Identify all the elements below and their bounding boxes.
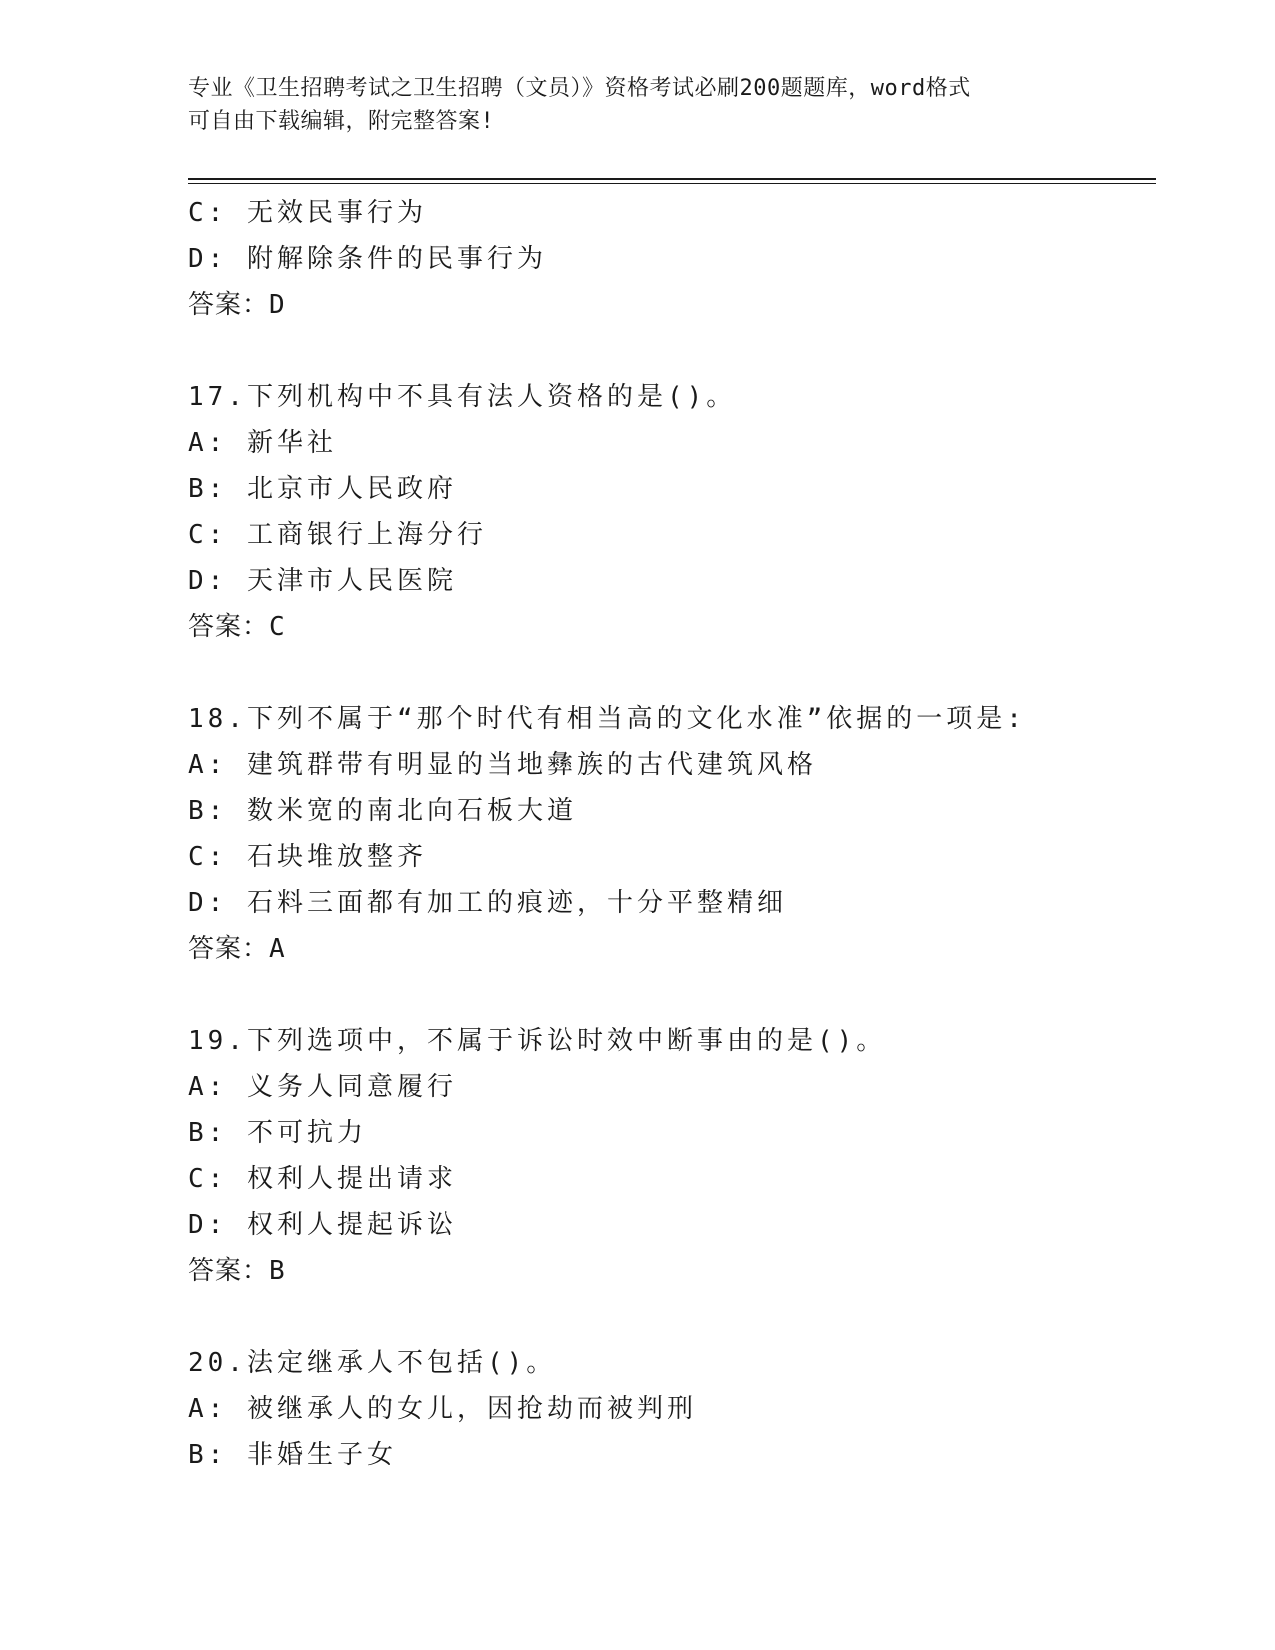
question-stem: 18.下列不属于“那个时代有相当高的文化水准”依据的一项是:: [188, 704, 1026, 734]
spacer: [188, 972, 1156, 1018]
answer-label: 答案：: [188, 290, 270, 320]
answer-line: [188, 282, 1156, 328]
option-b: B: 北京市人民政府: [188, 474, 457, 504]
option-c: C: 无效民事行为: [188, 198, 427, 228]
spacer: [188, 650, 1156, 696]
question-18: [188, 696, 1156, 972]
answer-label: 答案：: [188, 612, 270, 642]
page-header: [188, 72, 1088, 138]
option-c: C: 权利人提出请求: [188, 1164, 457, 1194]
answer-value: C: [269, 612, 286, 642]
answer-line: [188, 604, 1156, 650]
answer-label: 答案：: [188, 934, 270, 964]
option-d: D: 天津市人民医院: [188, 566, 457, 596]
option-d: D: 附解除条件的民事行为: [188, 244, 547, 274]
header-title-line-1: 专业《卫生招聘考试之卫生招聘（文员）》资格考试必刷200题题库，word格式: [188, 76, 971, 101]
option-a: A: 建筑群带有明显的当地彝族的古代建筑风格: [188, 750, 817, 780]
answer-value: B: [269, 1256, 286, 1286]
question-17: [188, 374, 1156, 650]
option-c: C: 工商银行上海分行: [188, 520, 487, 550]
option-d: D: 石料三面都有加工的痕迹，十分平整精细: [188, 888, 787, 918]
header-divider-thin: [188, 183, 1156, 184]
option-b: B: 数米宽的南北向石板大道: [188, 796, 577, 826]
question-stem: 17.下列机构中不具有法人资格的是()。: [188, 382, 737, 412]
option-b: B: 非婚生子女: [188, 1440, 397, 1470]
option-b: B: 不可抗力: [188, 1118, 367, 1148]
question-fragment: [188, 190, 1156, 328]
answer-value: D: [269, 290, 286, 320]
spacer: [188, 1294, 1156, 1340]
answer-value: A: [269, 934, 286, 964]
question-20: [188, 1340, 1156, 1478]
option-a: A: 被继承人的女儿，因抢劫而被判刑: [188, 1394, 697, 1424]
answer-line: [188, 926, 1156, 972]
question-stem: 19.下列选项中，不属于诉讼时效中断事由的是()。: [188, 1026, 887, 1056]
answer-line: [188, 1248, 1156, 1294]
option-a: A: 义务人同意履行: [188, 1072, 457, 1102]
option-c: C: 石块堆放整齐: [188, 842, 427, 872]
question-list: [188, 190, 1156, 1478]
header-divider-thick: [188, 178, 1156, 180]
answer-label: 答案：: [188, 1256, 270, 1286]
spacer: [188, 328, 1156, 374]
header-title-line-2: 可自由下载编辑，附完整答案!: [188, 109, 495, 134]
question-19: [188, 1018, 1156, 1294]
option-a: A: 新华社: [188, 428, 337, 458]
question-stem: 20.法定继承人不包括()。: [188, 1348, 557, 1378]
option-d: D: 权利人提起诉讼: [188, 1210, 457, 1240]
